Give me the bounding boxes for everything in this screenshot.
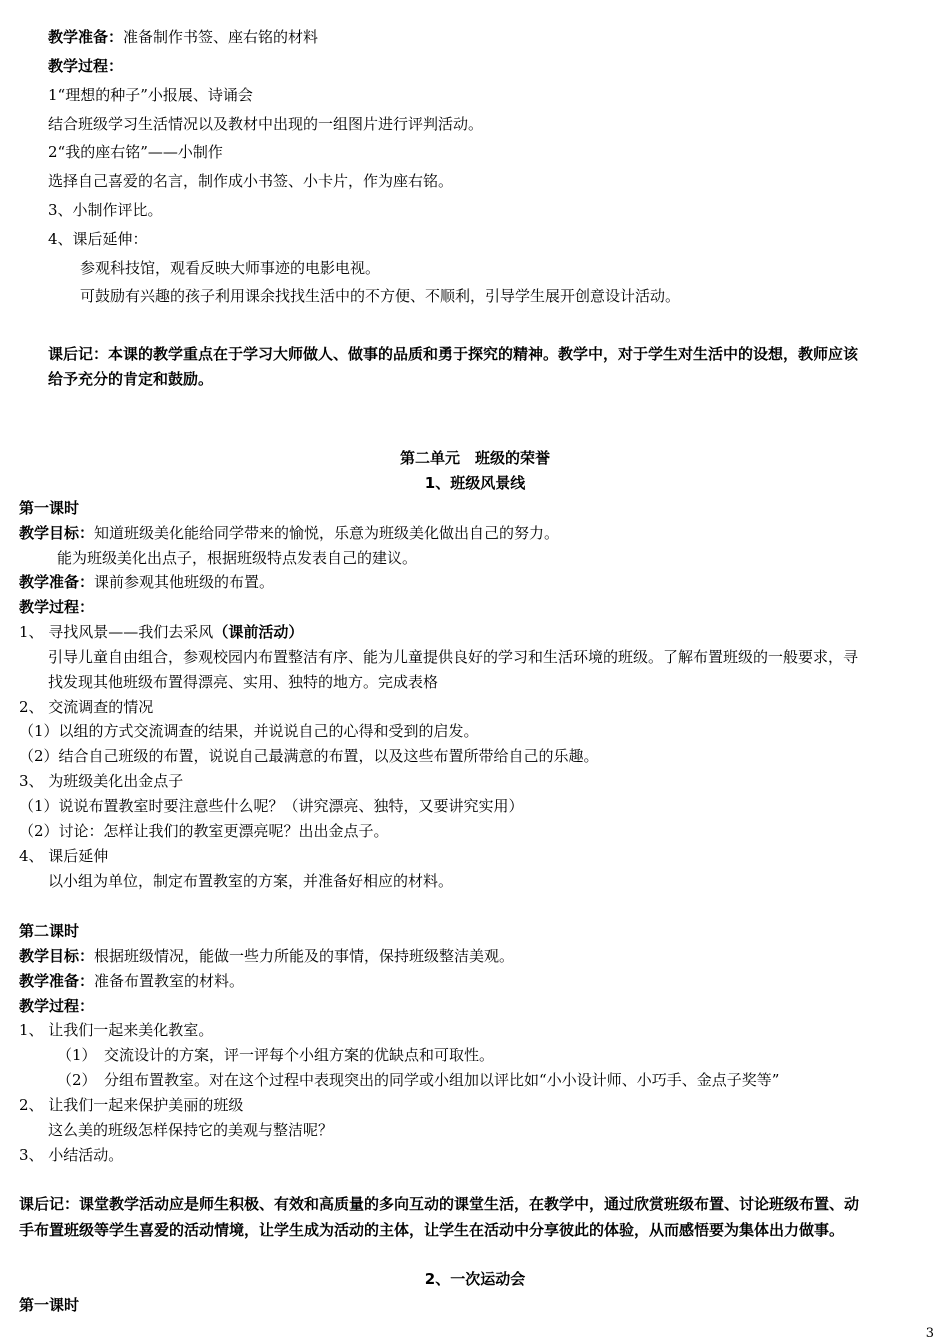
period2-prep (19, 971, 244, 991)
note-line-2: 给予充分的肯定和鼓励。 (48, 370, 214, 388)
goal-label: 教学目标： (19, 947, 95, 965)
period1-item1-text2: 找发现其他班级布置得漂亮、实用、独特的地方。完成表格 (48, 673, 439, 691)
step1-text: 结合班级学习生活情况以及教材中出现的一组图片进行评判活动。 (48, 115, 484, 133)
period2-item3: 3、 小结活动。 (19, 1146, 124, 1164)
period1-goal-2: 能为班级美化出点子，根据班级特点发表自己的建议。 (57, 549, 418, 567)
period2-item2: 2、 让我们一起来保护美丽的班级 (19, 1096, 244, 1114)
step4-title: 4、课后延伸： (48, 230, 148, 248)
period2-heading: 第二课时 (19, 922, 80, 940)
period2-item1: 1、 让我们一起来美化教室。 (19, 1021, 214, 1039)
item1-bold: （课前活动） (213, 623, 304, 641)
period2-goal (19, 946, 514, 966)
prep-label: 教学准备： (19, 573, 95, 591)
step1-title: 1“理想的种子”小报展、诗诵会 (48, 86, 253, 104)
period1-process-label: 教学过程： (19, 598, 95, 616)
period1-prep (19, 572, 274, 592)
step2-text: 选择自己喜爱的名言，制作成小书签、小卡片，作为座右铭。 (48, 172, 454, 190)
prep-text: 准备布置教室的材料。 (94, 972, 245, 990)
period1-item3-b: （2）讨论：怎样让我们的教室更漂亮呢？出出金点子。 (19, 822, 389, 840)
period2-item1-a: （1） 交流设计的方案，评一评每个小组方案的优缺点和可取性。 (57, 1046, 495, 1064)
prep-label: 教学准备： (48, 28, 124, 46)
goal-text: 根据班级情况，能做一些力所能及的事情，保持班级整洁美观。 (94, 947, 515, 965)
page-number: 3 (925, 1326, 934, 1341)
note-line-1: 课后记：本课的教学重点在于学习大师做人、做事的品质和勇于探究的精神。教学中，对于学生对生活中的设想，教师应该 (48, 345, 859, 363)
period1-item3: 3、 为班级美化出金点子 (19, 772, 184, 790)
prep-text: 课前参观其他班级的布置。 (94, 573, 275, 591)
goal-label: 教学目标： (19, 524, 95, 542)
process-label: 教学过程： (48, 57, 124, 75)
lesson-title: 1、班级风景线 (424, 474, 526, 492)
unit-title: 第二单元 班级的荣誉 (399, 449, 550, 467)
period1-heading: 第一课时 (19, 499, 80, 517)
period1-item2: 2、 交流调查的情况 (19, 698, 154, 716)
step3-title: 3、小制作评比。 (48, 201, 163, 219)
period2-process-label: 教学过程： (19, 997, 95, 1015)
step4-text1: 参观科技馆，观看反映大师事迹的电影电视。 (80, 259, 381, 277)
period1-item4: 4、 课后延伸 (19, 847, 109, 865)
period1-item1 (19, 622, 303, 642)
period1-item2-a: （1）以组的方式交流调查的结果，并说说自己的心得和受到的启发。 (19, 722, 479, 740)
period1-item3-a: （1）说说布置教室时要注意些什么呢？（讲究漂亮、独特，又要讲究实用） (19, 797, 524, 815)
period1-item2-b: （2）结合自己班级的布置，说说自己最满意的布置，以及这些布置所带给自己的乐趣。 (19, 747, 599, 765)
period2-note-line-1: 课后记：课堂教学活动应是师生积极、有效和高质量的多向互动的课堂生活，在教学中，通过欣赏班级布置、讨论班级布置、动 (19, 1195, 860, 1213)
period2-item2-text: 这么美的班级怎样保持它的美观与整洁呢？ (48, 1121, 334, 1139)
lesson2-title: 2、一次运动会 (424, 1270, 526, 1288)
goal-text: 知道班级美化能给同学带来的愉悦，乐意为班级美化做出自己的努力。 (94, 524, 560, 542)
prep-line (48, 27, 318, 47)
prep-text: 准备制作书签、座右铭的材料 (123, 28, 319, 46)
lesson2-heading: 第一课时 (19, 1296, 80, 1314)
period2-item1-b: （2） 分组布置教室。对在这个过程中表现突出的同学或小组加以评比如“小小设计师、小巧手、金点子奖等” (57, 1071, 780, 1089)
period1-item1-text1: 引导儿童自由组合，参观校园内布置整洁有序、能为儿童提供良好的学习和生活环境的班级。了解布置班级的一般要求，寻 (48, 648, 859, 666)
period1-goal (19, 523, 559, 543)
period1-item4-text: 以小组为单位，制定布置教室的方案，并准备好相应的材料。 (48, 872, 454, 890)
step2-title: 2“我的座右铭”——小制作 (48, 143, 223, 161)
period2-note-line-2: 手布置班级等学生喜爱的活动情境，让学生成为活动的主体，让学生在活动中分享彼此的体验，从而感悟要为集体出力做事。 (19, 1221, 845, 1239)
item1-text: 1、 寻找风景——我们去采风 (19, 623, 214, 641)
prep-label: 教学准备： (19, 972, 95, 990)
step4-text2: 可鼓励有兴趣的孩子利用课余找找生活中的不方便、不顺利，引导学生展开创意设计活动。 (80, 287, 681, 305)
